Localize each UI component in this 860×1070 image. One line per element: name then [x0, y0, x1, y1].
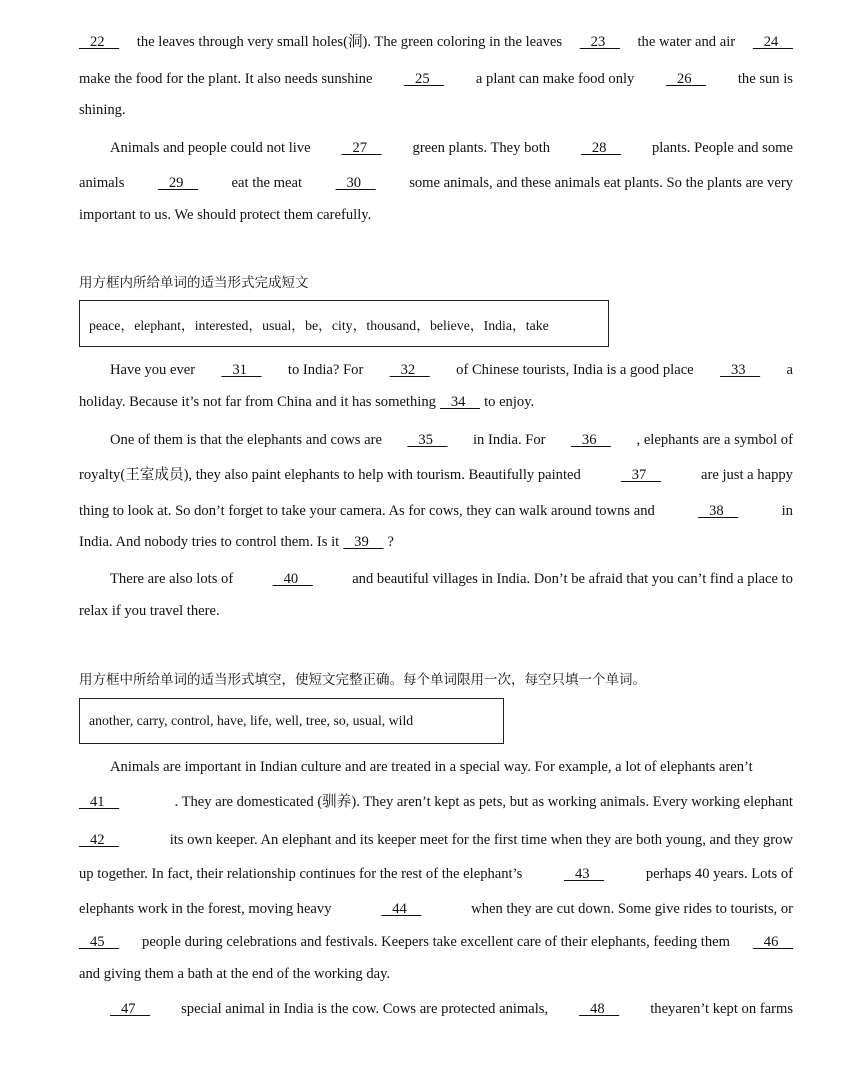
blank-47: 47 [110, 1001, 151, 1017]
text-segment: India. And nobody tries to control them. Is it [79, 534, 340, 550]
text-segment: plants. People and some [651, 140, 793, 156]
text-segment: in [781, 503, 793, 519]
blank-27: 27 [341, 140, 382, 156]
blank-23: 23 [579, 34, 620, 50]
blank-39: 39 [343, 534, 384, 550]
text-segment: make the food for the plant. It also needs sunshine [79, 71, 373, 87]
text-segment: shining. [79, 102, 126, 118]
text-line [79, 32, 793, 52]
text-line [79, 69, 793, 89]
text-segment: to India? For [287, 362, 364, 378]
blank-40: 40 [272, 571, 313, 587]
text-line [79, 792, 793, 812]
text-segment: the leaves through very small holes(洞). The green coloring in the leaves [136, 34, 563, 50]
blank-36: 36 [570, 432, 612, 448]
blank-41: 41 [79, 794, 120, 810]
text-segment: perhaps 40 years. Lots of [645, 866, 793, 882]
blank-37: 37 [620, 467, 661, 483]
text-line [79, 757, 793, 777]
blank-35: 35 [407, 432, 448, 448]
text-line [79, 100, 793, 120]
text-line [79, 999, 793, 1019]
blank-48: 48 [579, 1001, 620, 1017]
blank-34: 34 [439, 394, 481, 410]
section-3-word-box: another, carry, control, have, life, well, tree, so, usual, wild [79, 698, 504, 744]
text-segment: and beautiful villages in India. Don’t be afraid that you can’t find a place to [352, 571, 793, 587]
blank-33: 33 [720, 362, 761, 378]
text-line [79, 899, 793, 919]
blank-22: 22 [79, 34, 120, 50]
text-line [79, 532, 793, 552]
text-line [79, 501, 793, 521]
text-segment: up together. In fact, their relationship continues for the rest of the elephant’s [79, 866, 523, 882]
text-segment: people during celebrations and festivals. Keepers take excellent care of their elephants, feeding them [142, 934, 730, 950]
text-segment: its own keeper. An elephant and its keeper meet for the first time when they are both young, and they grow [169, 832, 793, 848]
text-line [79, 932, 793, 952]
blank-30: 30 [335, 175, 376, 191]
text-segment: when they are cut down. Some give rides to tourists, or [471, 901, 793, 917]
text-segment: special animal in India is the cow. Cows are protected animals, [181, 1001, 549, 1017]
blank-45: 45 [79, 934, 120, 950]
text-segment: Have you ever [110, 362, 196, 378]
text-segment: Animals are important in Indian culture and are treated in a special way. For example, a lot of elephants aren’t [110, 759, 753, 775]
text-segment: of Chinese tourists, India is a good place [456, 362, 694, 378]
blank-46: 46 [752, 934, 793, 950]
text-line [79, 465, 793, 485]
text-segment: a plant can make food only [475, 71, 635, 87]
text-segment: holiday. Because it’s not far from China and it has something [79, 394, 436, 410]
text-segment: a [786, 362, 793, 378]
blank-32: 32 [389, 362, 430, 378]
text-segment: eat the meat [231, 175, 303, 191]
text-segment: the sun is [737, 71, 793, 87]
section-2-heading: 用方框内所给单词的适当形式完成短文 [79, 275, 309, 291]
text-line [79, 569, 793, 589]
text-line [79, 964, 793, 984]
blank-25: 25 [404, 71, 445, 87]
text-segment: relax if you travel there. [79, 603, 220, 619]
blank-28: 28 [580, 140, 622, 156]
text-line [79, 830, 793, 850]
text-line [79, 360, 793, 380]
text-segment: ? [387, 534, 394, 550]
text-line [79, 205, 793, 225]
text-segment: , elephants are a symbol of [636, 432, 793, 448]
text-segment: the water and air [637, 34, 736, 50]
text-segment: theyaren’t kept on farms [650, 1001, 793, 1017]
text-segment: and giving them a bath at the end of the working day. [79, 966, 391, 982]
text-line [79, 173, 793, 193]
text-segment: There are also lots of [110, 571, 234, 587]
blank-31: 31 [221, 362, 262, 378]
text-segment: royalty(王室成员), they also paint elephants to help with tourism. Beautifully painted [79, 467, 581, 483]
blank-24: 24 [752, 34, 793, 50]
section-3-heading: 用方框中所给单词的适当形式填空，使短文完整正确。每个单词限用一次，每空只填一个单词。 [79, 672, 646, 688]
blank-43: 43 [564, 866, 605, 882]
text-segment: thing to look at. So don’t forget to take your camera. As for cows, they can walk around towns and [79, 503, 655, 519]
text-segment: . They are domesticated (驯养). They aren’t kept as pets, but as working animals. Every working elephant [174, 794, 793, 810]
text-line [79, 864, 793, 884]
text-segment: animals [79, 175, 125, 191]
blank-26: 26 [666, 71, 707, 87]
blank-38: 38 [698, 503, 739, 519]
text-line [79, 601, 793, 621]
text-segment: important to us. We should protect them carefully. [79, 207, 372, 223]
text-segment: to enjoy. [484, 394, 535, 410]
section-2-word-box: peace，elephant，interested，usual，be，city，thousand，believe，India，take [79, 300, 609, 347]
blank-44: 44 [381, 901, 422, 917]
text-segment: in India. For [472, 432, 546, 448]
text-segment: some animals, and these animals eat plants. So the plants are very [409, 175, 793, 191]
text-segment: One of them is that the elephants and cows are [110, 432, 382, 448]
blank-42: 42 [79, 832, 120, 848]
text-segment: are just a happy [700, 467, 793, 483]
blank-29: 29 [157, 175, 199, 191]
text-line [79, 430, 793, 450]
text-segment: green plants. They both [412, 140, 551, 156]
text-segment: elephants work in the forest, moving heavy [79, 901, 332, 917]
text-line [79, 392, 793, 412]
text-segment: Animals and people could not live [110, 140, 311, 156]
text-line [79, 138, 793, 158]
